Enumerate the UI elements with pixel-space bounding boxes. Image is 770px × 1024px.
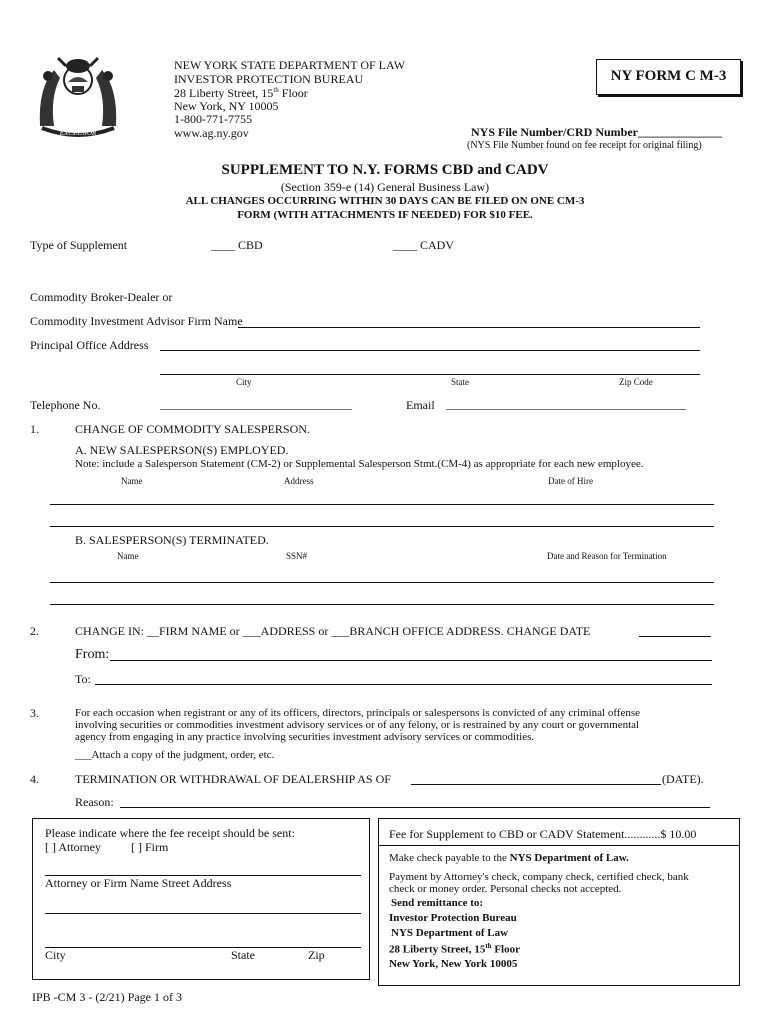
form-id: NY FORM C M-3 bbox=[610, 68, 727, 84]
section-1a-note: Note: include a Salesperson Statement (CM-2) or Supplemental Salesperson Stmt.(CM-4) as appropriate for each new employee. bbox=[75, 458, 644, 470]
section-2-text: CHANGE IN: __FIRM NAME or ___ADDRESS or ___BRANCH OFFICE ADDRESS. CHANGE DATE bbox=[75, 624, 591, 638]
section-4-number: 4. bbox=[30, 772, 39, 786]
section-1-number: 1. bbox=[30, 422, 39, 436]
section-3-number: 3. bbox=[30, 706, 39, 720]
file-number-note: (NYS File Number found on fee receipt for original filing) bbox=[467, 140, 702, 151]
filing-notice-line-1: ALL CHANGES OCCURRING WITHIN 30 DAYS CAN BE FILED ON ONE CM-3 bbox=[185, 195, 585, 207]
receipt-city-label: City bbox=[45, 948, 66, 962]
from-field[interactable] bbox=[110, 646, 712, 661]
remit-department: NYS Department of Law bbox=[391, 927, 509, 939]
reason-field[interactable] bbox=[120, 793, 710, 808]
principal-address-label: Principal Office Address bbox=[30, 338, 149, 352]
zip-caption: Zip Code bbox=[619, 377, 653, 387]
bureau-name: INVESTOR PROTECTION BUREAU bbox=[174, 72, 364, 86]
firm-name-label: Commodity Investment Advisor Firm Name bbox=[30, 314, 243, 328]
to-label: To: bbox=[75, 672, 91, 686]
attach-judgment[interactable]: ___Attach a copy of the judgment, order, etc. bbox=[75, 749, 275, 761]
section-3-text-1: For each occasion when registrant or any of its officers, directors, principals or salespersons is convicted of any criminal offense bbox=[75, 707, 641, 719]
col-address: Address bbox=[284, 476, 314, 486]
section-1b-title: B. SALESPERSON(S) TERMINATED. bbox=[75, 533, 269, 547]
remit-bureau: Investor Protection Bureau bbox=[389, 912, 517, 924]
col-name-terminated: Name bbox=[117, 551, 139, 561]
payment-note-2: check or money order. Personal checks not accepted. bbox=[389, 883, 622, 895]
file-number-label: NYS File Number/CRD Number______________ bbox=[471, 125, 722, 139]
supplement-type-label: Type of Supplement bbox=[30, 238, 128, 252]
section-2-number: 2. bbox=[30, 624, 39, 638]
termination-date-suffix: (DATE). bbox=[662, 772, 704, 786]
section-3-text-2: involving securities or commodities investment advisory services or of any felony, or is restrained by any court or governmental bbox=[75, 719, 640, 731]
agency-name: NEW YORK STATE DEPARTMENT OF LAW bbox=[174, 58, 406, 72]
firm-type-label: Commodity Broker-Dealer or bbox=[30, 290, 173, 304]
city-caption: City bbox=[236, 377, 252, 387]
form-title: SUPPLEMENT TO N.Y. FORMS CBD and CADV bbox=[221, 162, 549, 178]
firm-checkbox[interactable]: [ ] Firm bbox=[131, 840, 169, 854]
termination-date-field[interactable] bbox=[411, 784, 661, 785]
page-footer: IPB -CM 3 - (2/21) Page 1 of 3 bbox=[32, 990, 182, 1004]
section-4-text: TERMINATION OR WITHDRAWAL OF DEALERSHIP AS OF bbox=[75, 772, 391, 786]
filing-notice-line-2: FORM (WITH ATTACHMENTS IF NEEDED) FOR $10 FEE. bbox=[237, 209, 533, 221]
payable-to: Make check payable to the NYS Department of Law. bbox=[389, 852, 629, 864]
section-3-text-3: agency from engaging in any practice involving securities investment advisory services or commodities. bbox=[75, 731, 535, 743]
statute-reference: (Section 359-e (14) General Business Law) bbox=[280, 180, 490, 194]
change-date-field[interactable] bbox=[639, 636, 711, 637]
receipt-address-line[interactable] bbox=[45, 913, 361, 914]
remit-street: 28 Liberty Street, 15th Floor bbox=[389, 942, 520, 956]
email-label: Email bbox=[406, 398, 435, 412]
receipt-state-label: State bbox=[231, 948, 255, 962]
cadv-option[interactable]: ____ CADV bbox=[393, 238, 455, 252]
principal-address-field[interactable] bbox=[160, 336, 700, 351]
city-line: New York, NY 10005 bbox=[174, 99, 279, 113]
payment-note-1: Payment by Attorney's check, company check, certified check, bank bbox=[389, 871, 689, 883]
firm-name-field[interactable] bbox=[238, 313, 700, 328]
section-1a-title: A. NEW SALESPERSON(S) EMPLOYED. bbox=[75, 443, 289, 457]
form-id-box bbox=[596, 59, 741, 95]
attorney-checkbox[interactable]: [ ] Attorney bbox=[45, 840, 101, 854]
reason-label: Reason: bbox=[75, 795, 114, 809]
terminated-salesperson-line-1[interactable] bbox=[50, 582, 714, 583]
section-1-title: CHANGE OF COMMODITY SALESPERSON. bbox=[75, 422, 310, 436]
svg-text:EXCELSIOR: EXCELSIOR bbox=[59, 129, 97, 137]
remit-label: Send remittance to: bbox=[391, 897, 484, 909]
col-date-reason: Date and Reason for Termination bbox=[547, 551, 667, 561]
city-state-zip-field[interactable] bbox=[160, 360, 700, 375]
to-field[interactable] bbox=[95, 670, 712, 685]
new-york-state-seal bbox=[28, 48, 128, 140]
receipt-instruction: Please indicate where the fee receipt should be sent: bbox=[45, 826, 295, 840]
state-caption: State bbox=[451, 377, 469, 387]
cbd-option[interactable]: ____ CBD bbox=[211, 238, 263, 252]
col-date-of-hire: Date of Hire bbox=[548, 476, 593, 486]
phone-line: 1-800-771-7755 bbox=[174, 112, 252, 126]
telephone-field[interactable]: ________________________________ bbox=[160, 397, 352, 411]
from-label: From: bbox=[75, 647, 110, 662]
email-field[interactable]: ________________________________________ bbox=[446, 397, 686, 411]
remit-city: New York, New York 10005 bbox=[389, 958, 518, 970]
website-line: www.ag.ny.gov bbox=[174, 126, 249, 140]
fee-box-divider bbox=[379, 845, 739, 846]
new-salesperson-line-1[interactable] bbox=[50, 504, 714, 505]
fee-amount: Fee for Supplement to CBD or CADV Statement............$ 10.00 bbox=[389, 827, 697, 841]
fee-box bbox=[378, 818, 740, 986]
receipt-zip-label: Zip bbox=[308, 948, 325, 962]
fee-receipt-box bbox=[32, 818, 370, 980]
col-name: Name bbox=[121, 476, 143, 486]
receipt-street-label: Attorney or Firm Name Street Address bbox=[45, 876, 232, 890]
terminated-salesperson-line-2[interactable] bbox=[50, 604, 714, 605]
col-ssn: SSN# bbox=[286, 551, 308, 561]
telephone-label: Telephone No. bbox=[30, 398, 101, 412]
new-salesperson-line-2[interactable] bbox=[50, 526, 714, 527]
street-address: 28 Liberty Street, 15th Floor bbox=[174, 86, 308, 100]
